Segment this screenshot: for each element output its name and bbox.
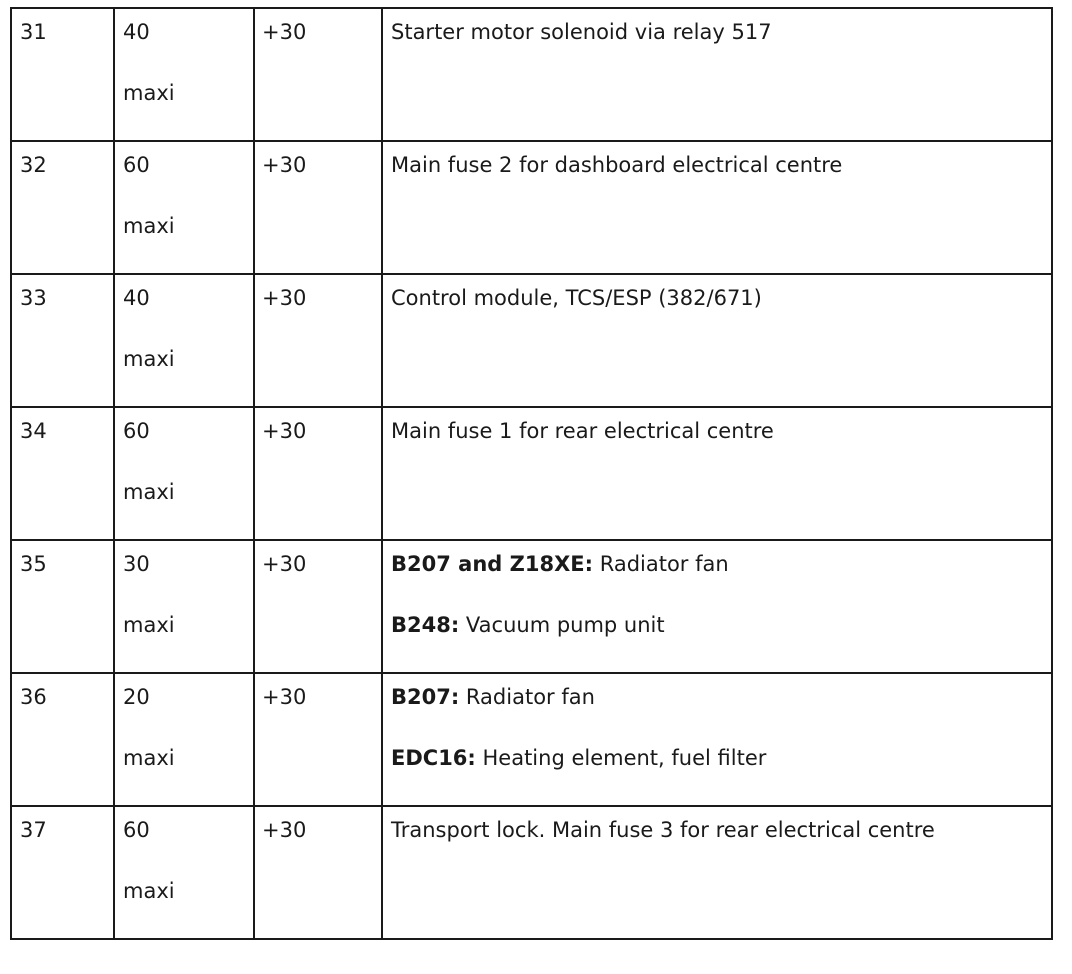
fuse-description-cell xyxy=(382,540,1052,673)
fuse-number: 33 xyxy=(20,286,47,310)
description-text: Radiator fan xyxy=(459,685,595,709)
fuse-description-cell xyxy=(382,806,1052,939)
description-bold: EDC16: xyxy=(391,746,476,770)
description-line xyxy=(391,667,1051,728)
fuse-type: maxi xyxy=(123,347,175,371)
fuse-supply-cell xyxy=(254,8,382,141)
table-row xyxy=(11,407,1052,540)
fuse-number-cell xyxy=(11,274,114,407)
description-line xyxy=(391,401,1051,462)
fuse-rating: 40 xyxy=(123,286,150,310)
fuse-type: maxi xyxy=(123,746,175,770)
fuse-rating: 20 xyxy=(123,685,150,709)
description-line xyxy=(391,800,1051,861)
description-text: Control module, TCS/ESP (382/671) xyxy=(391,286,762,310)
fuse-type: maxi xyxy=(123,214,175,238)
fuse-supply: +30 xyxy=(262,419,307,443)
fuse-table-body xyxy=(11,8,1052,939)
fuse-supply-cell xyxy=(254,407,382,540)
fuse-supply-cell xyxy=(254,806,382,939)
fuse-rating: 30 xyxy=(123,552,150,576)
fuse-type: maxi xyxy=(123,879,175,903)
description-line xyxy=(391,268,1051,329)
description-line xyxy=(391,2,1051,63)
fuse-number-cell xyxy=(11,806,114,939)
fuse-rating: 60 xyxy=(123,419,150,443)
description-line xyxy=(391,534,1051,595)
fuse-rating-cell xyxy=(114,8,254,141)
fuse-rating: 40 xyxy=(123,20,150,44)
fuse-number-cell xyxy=(11,8,114,141)
table-row xyxy=(11,806,1052,939)
table-row xyxy=(11,8,1052,141)
fuse-number-cell xyxy=(11,141,114,274)
fuse-description-cell xyxy=(382,141,1052,274)
table-row xyxy=(11,274,1052,407)
fuse-supply: +30 xyxy=(262,153,307,177)
fuse-number-cell xyxy=(11,407,114,540)
fuse-supply-cell xyxy=(254,673,382,806)
description-bold: B207: xyxy=(391,685,460,709)
fuse-supply: +30 xyxy=(262,552,307,576)
fuse-number: 31 xyxy=(20,20,47,44)
fuse-supply: +30 xyxy=(262,818,307,842)
fuse-rating-cell xyxy=(114,141,254,274)
fuse-number: 35 xyxy=(20,552,47,576)
fuse-number: 37 xyxy=(20,818,47,842)
description-text: Main fuse 2 for dashboard electrical centre xyxy=(391,153,843,177)
description-text: Heating element, fuel filter xyxy=(475,746,767,770)
fuse-description-cell xyxy=(382,673,1052,806)
description-text: Vacuum pump unit xyxy=(459,613,665,637)
fuse-rating: 60 xyxy=(123,818,150,842)
fuse-number-cell xyxy=(11,540,114,673)
fuse-number-cell xyxy=(11,673,114,806)
table-row xyxy=(11,141,1052,274)
fuse-number: 36 xyxy=(20,685,47,709)
description-line xyxy=(391,728,1051,789)
fuse-rating-cell xyxy=(114,540,254,673)
fuse-number: 34 xyxy=(20,419,47,443)
fuse-description-cell xyxy=(382,8,1052,141)
fuse-rating-cell xyxy=(114,673,254,806)
fuse-supply-cell xyxy=(254,141,382,274)
fuse-rating-cell xyxy=(114,407,254,540)
description-text: Starter motor solenoid via relay 517 xyxy=(391,20,772,44)
description-text: Radiator fan xyxy=(593,552,729,576)
description-bold: B207 and Z18XE: xyxy=(391,552,594,576)
description-bold: B248: xyxy=(391,613,460,637)
fuse-type: maxi xyxy=(123,81,175,105)
description-text: Transport lock. Main fuse 3 for rear electrical centre xyxy=(391,818,935,842)
fuse-rating: 60 xyxy=(123,153,150,177)
fuse-rating-cell xyxy=(114,274,254,407)
fuse-number: 32 xyxy=(20,153,47,177)
fuse-type: maxi xyxy=(123,480,175,504)
fuse-description-cell xyxy=(382,407,1052,540)
fuse-supply-cell xyxy=(254,274,382,407)
fuse-description-cell xyxy=(382,274,1052,407)
fuse-supply: +30 xyxy=(262,20,307,44)
table-row xyxy=(11,673,1052,806)
fuse-rating-cell xyxy=(114,806,254,939)
fuse-type: maxi xyxy=(123,613,175,637)
description-text: Main fuse 1 for rear electrical centre xyxy=(391,419,774,443)
description-line xyxy=(391,595,1051,656)
fuse-table xyxy=(10,7,1053,940)
fuse-supply-cell xyxy=(254,540,382,673)
fuse-supply: +30 xyxy=(262,286,307,310)
description-line xyxy=(391,135,1051,196)
table-row xyxy=(11,540,1052,673)
fuse-supply: +30 xyxy=(262,685,307,709)
